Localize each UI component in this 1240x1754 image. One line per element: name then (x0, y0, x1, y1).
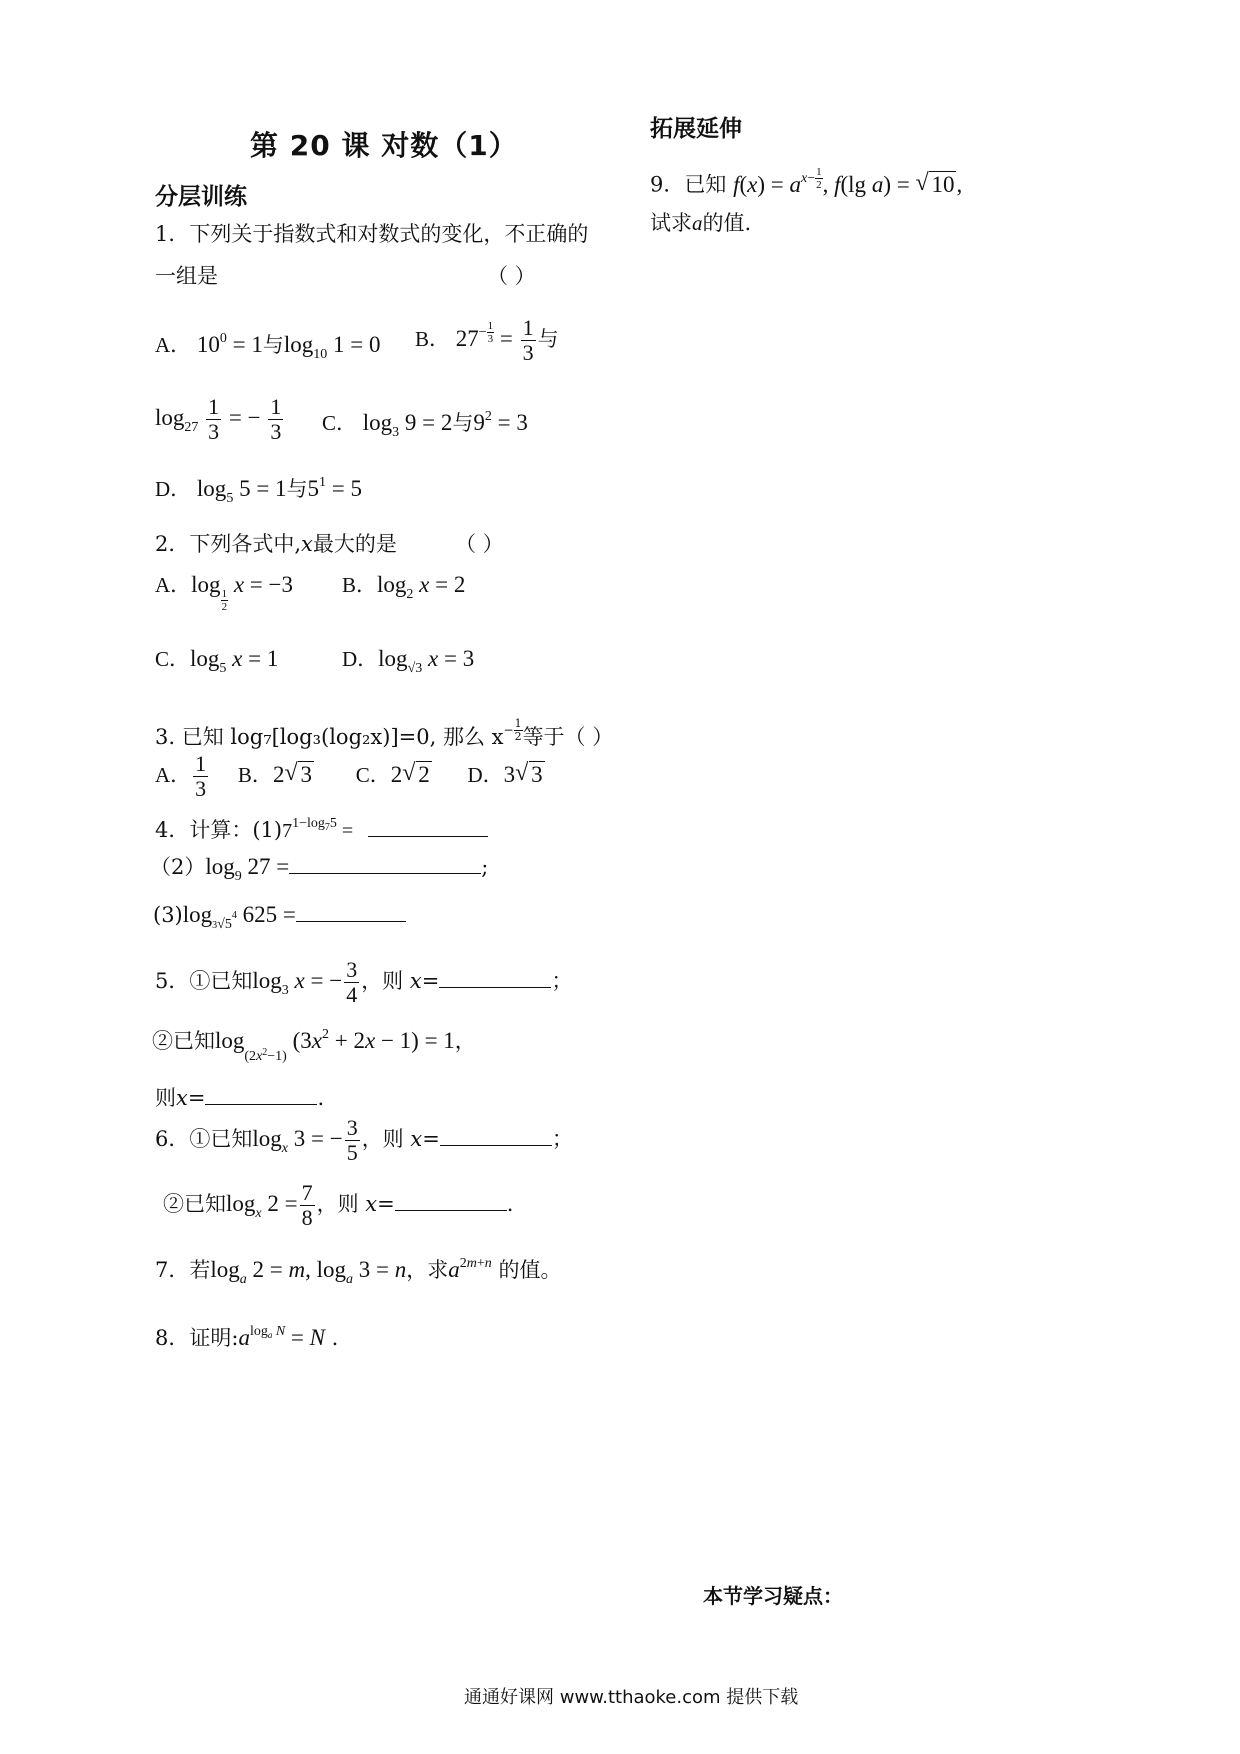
q1-option-d: D． $\log_5 5 = 1$与$5^1 = 5$ (155, 475, 363, 506)
q7-stem: 7．若$\log_a 2 = m$, $\log_a 3 = n$，求$a^{2m+n}$ 的值。 (155, 1256, 562, 1287)
q1-option-a: A． $10^0 = 1$与$\log_{10} 1 = 0$ (155, 331, 381, 362)
q1-stem-line1: 1．下列关于指数式和对数式的变化，不正确的 (155, 222, 589, 246)
q2-option-c: C．$\log_5 x = 1$ (155, 646, 279, 676)
q1-option-b: B． $27^{- \frac{1}{3}}$ = $\frac{1}{3}$ 与 (415, 315, 559, 365)
footer-source: 通通好课网 www.tthaoke.com 提供下载 (464, 1687, 799, 1708)
q4-answer-blank-3[interactable] (296, 901, 406, 922)
q6-answer-blank-1[interactable] (440, 1125, 552, 1146)
q4-part2: $(2)\log_9$ 27 = ; (150, 854, 489, 884)
q2-option-a: A．log $_{\frac{1}{2}}$ x = −3 (155, 572, 293, 614)
study-doubts-label: 本节学习疑点： (703, 1584, 843, 1608)
q1-option-b-cont: $\log_{27}$ $\frac{1}{3}$ = − $\frac{1}{3}$ (155, 394, 282, 444)
q4-answer-blank-2[interactable] (289, 853, 481, 874)
q3-stem: 3. 已知 log₇[log₃(log₂x)]=0, 那么 $x^{- \frac{1}{2}}$ 等于（ ） (155, 717, 614, 749)
q6-part1: 6．①已知$\log_x 3$ = − $\frac{3}{5}$ ，则 x= ； (155, 1115, 573, 1165)
section-heading-training: 分层训练 (155, 184, 247, 210)
q2-option-b: B．$\log_2 x = 2$ (342, 572, 466, 602)
q1-option-c: C． $\log_3 9 = 2$与$9^2 = 3$ (322, 409, 528, 440)
q1-stem-line2: 一组是 (155, 264, 218, 288)
q5-part2: ②已知$\log_{(2x^2-1)} (3x^2 + 2x - 1) = 1$， (152, 1027, 476, 1064)
q6-answer-blank-2[interactable] (395, 1190, 507, 1211)
q5-part2-answer: 则x= . (155, 1086, 325, 1110)
q3-options: A． $\frac{1}{3}$ B．2√ 3 C．2√ 2 D．3√ 3 (155, 752, 545, 801)
q9-line2: 试求a的值. (650, 211, 752, 235)
section-heading-extension: 拓展延伸 (650, 116, 742, 142)
q9-stem: 9．已知 $f(x) = a^{x- \frac{1}{2}}$ , f(lg a) = √ 10, (650, 166, 962, 200)
q5-answer-blank-1[interactable] (439, 967, 551, 988)
q8-stem: 8．证明$:a^{log_a N} = N$ . (155, 1324, 339, 1350)
q2-answer-paren: （ ） (455, 532, 504, 556)
q5-answer-blank-2[interactable] (205, 1084, 317, 1105)
q4-part1: 4．计算：$(1)7^{1-log_75}$ = (155, 815, 488, 846)
q2-stem: 2．下列各式中,x最大的是 (155, 532, 397, 556)
q4-part3: $(3)\log_{3√5^4}$ 625 = (153, 900, 406, 930)
q6-part2: ②已知$\log_x 2$ = $\frac{7}{8}$ ，则 x= . (163, 1180, 514, 1230)
q5-part1: 5．①已知$\log_3 x$ = − $\frac{3}{4}$ ，则 x= ； (155, 957, 573, 1007)
q4-answer-blank-1[interactable] (368, 816, 488, 837)
q2-option-d: D．$\log_{√3} x = 3$ (342, 646, 475, 676)
q1-answer-paren: （ ） (487, 264, 536, 288)
page-title: 第 20 课 对数（1） (250, 129, 518, 162)
